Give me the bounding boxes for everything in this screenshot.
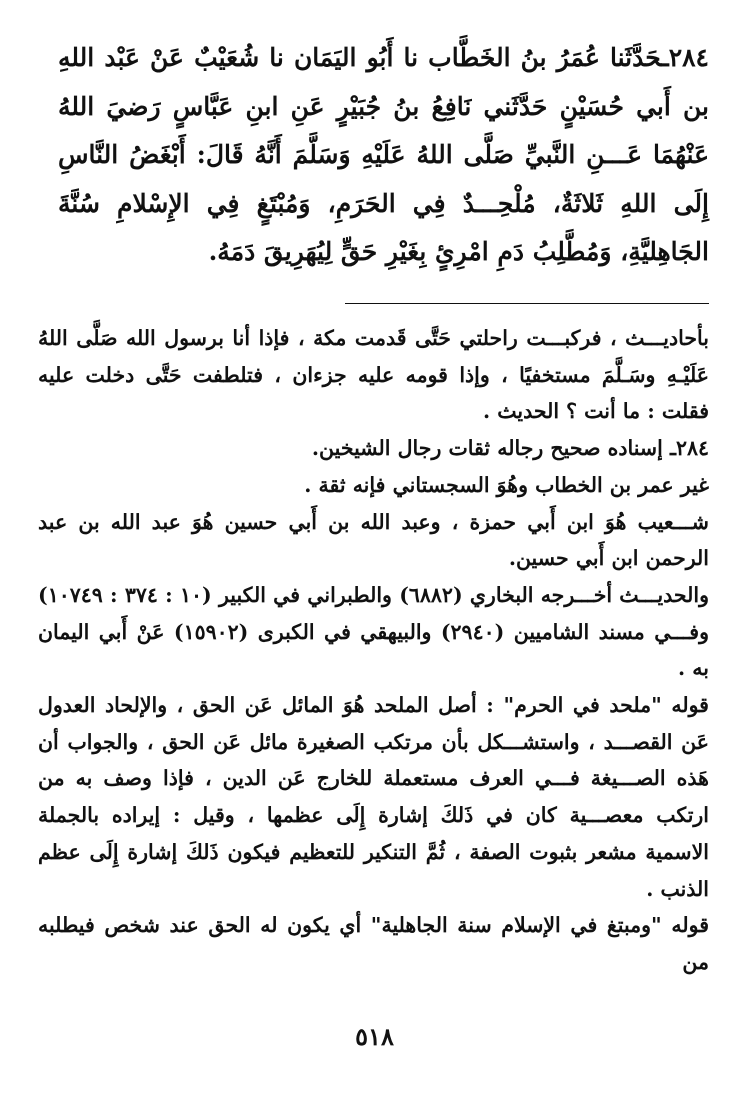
footnote-narrator-note: غير عمر بن الخطاب وهُوَ السجستاني فإنه ثقة . [304,472,709,497]
hadith-text [58,34,709,277]
footnote-explanation-mulhid: قوله "ملحد في الحرم" : أصل الملحد هُوَ المائل عَن الحق ، والإلحاد العدول عَن القصـــد ، واستشـــكل بأن مرتكب الصغيرة مائل عَن الحق ، والجواب أن هَذه الصـــيغة فـــي العرف مستعملة للخارج عَن الدين ، فإذا وصف به من ارتكب معصـــية كان في ذَلكَ إشارة إِلَى عظمها ، وقيل : إيراده بالجملة الاسمية مشعر بثبوت الصفة ، ثُمَّ التنكير للتعظيم فيكون ذَلكَ إشارة إِلَى عظم الذنب . [38,693,709,901]
footnote-takhrij: والحديـــث أخـــرجه البخاري (٦٨٨٢) والطبراني في الكبير (١٠ : ٣٧٤ : ١٠٧٤٩) وفـــي مسند الشاميين (٢٩٤٠) والبيهقي في الكبرى (١٥٩٠٢) عَنْ أَبي اليمان به . [38,582,710,681]
footnote-narrator-names: شـــعيب هُوَ ابن أَبي حمزة ، وعبد الله بن أَبي حسين هُوَ عبد الله بن عبد الرحمن ابن أَبي حسين. [38,509,709,571]
footnote-continuation: بأحاديـــث ، فركبـــت راحلتي حَتَّى قَدمت مكة ، فإذا أنا برسول الله صَلَّى اللهُ عَلَيْـهِ وسَـلَّمَ مستخفيًا ، وإذا قومه عليه جزءان ، فتلطفت حَتَّى دخلت عليه فقلت : ما أنت ؟ الحديث . [38,326,709,424]
footnote-explanation-mubtagh: قوله "ومبتغ في الإسلام سنة الجاهلية" أي يكون له الحق عند شخص فيطلبه من [38,913,709,974]
hadith-body: ـحَدَّثَنا عُمَرُ بنُ الخَطَّاب نا أَبُو اليَمَان نا شُعَيْبٌ عَنْ عَبْد اللهِ بن أَبي حُسَيْنٍ حَدَّثَني نَافِعُ بنُ جُبَيْرٍ عَنِ ابنِ عَبَّاسٍ رَضيَ اللهُ عَنْهُمَا عَـــنِ النَّبيِّ صَلَّى اللهُ عَلَيْهِ وَسَلَّمَ أَنَّهُ قَالَ: أَبْغَضُ النَّاسِ إِلَى اللهِ ثَلاثَةٌ، مُلْحِـــدٌ فِي الحَرَمِ، وَمُبْتَغٍ فِي الإِسْلامِ سُنَّةَ الجَاهِليَّةِ، وَمُطَّلِبُ دَمِ امْرِئٍ بِغَيْرِ حَقٍّ لِيُهَرِيقَ دَمَهُ. [58,43,709,266]
hadith-number: ٢٨٤ [668,43,709,72]
page-number: ٥١٨ [355,1022,394,1051]
footnote-divider [345,303,709,304]
footnote-isnad-grade: ٢٨٤ـ إسناده صحيح رجاله ثقات رجال الشيخين. [311,436,709,461]
footnotes [38,320,709,981]
